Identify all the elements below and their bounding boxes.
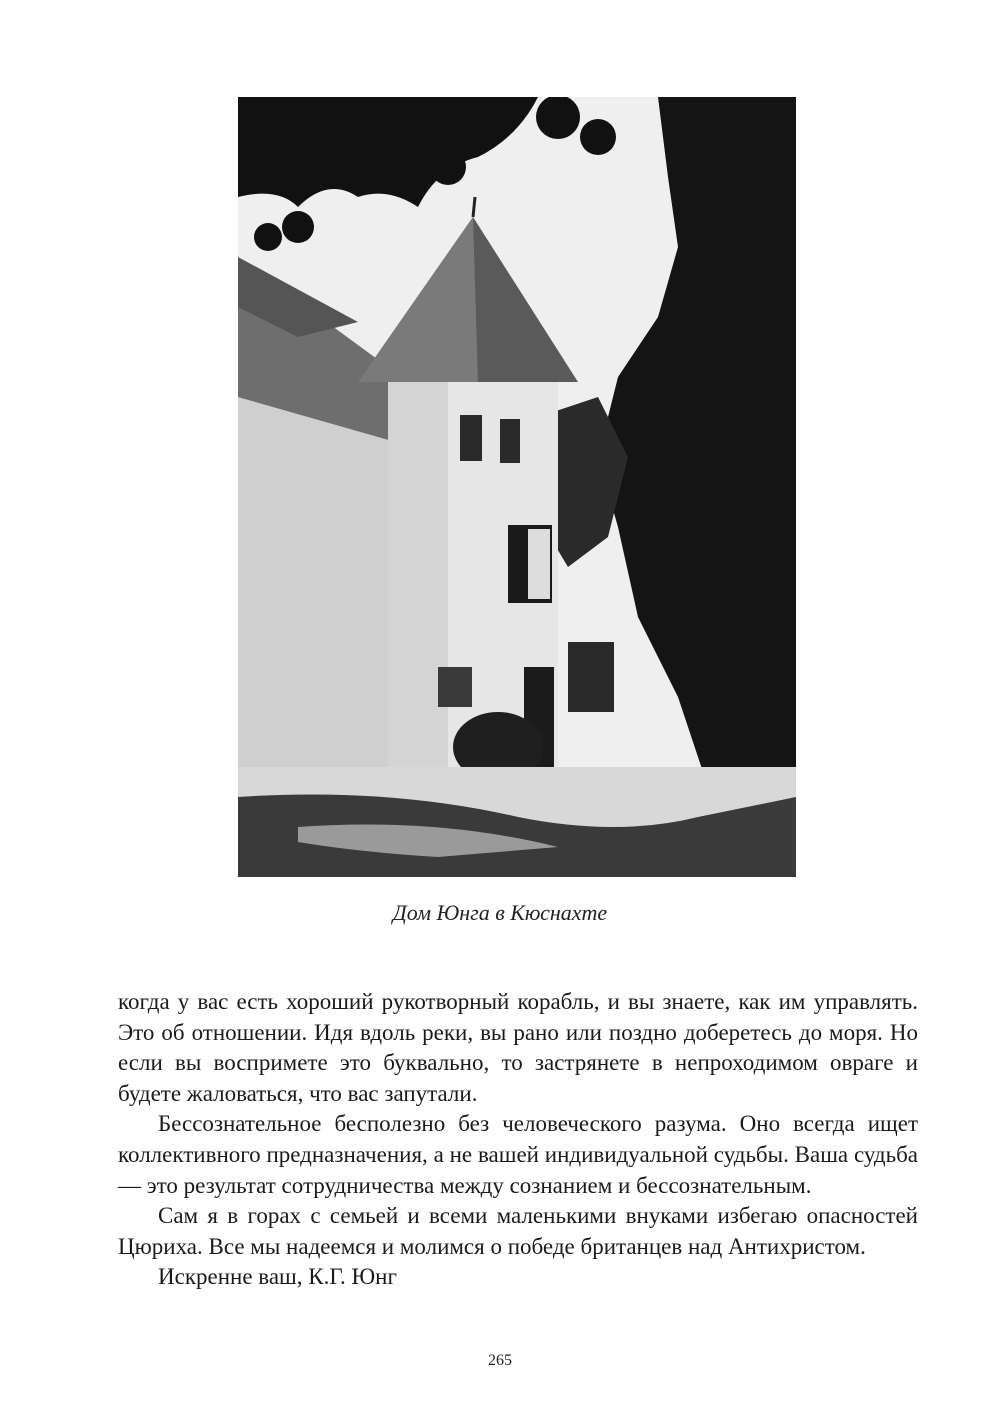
signature-line: Искренне ваш, К.Г. Юнг bbox=[158, 1264, 397, 1290]
paragraph-1: когда у вас есть хороший рукотворный корабль, и вы знаете, как им управлять. Это об отношении. Идя вдоль реки, вы рано или поздно доберетесь до моря. Но если вы воспримете это буквально, то застрянете в непроходимом овраге и будете жаловаться, что вас запутали. bbox=[118, 989, 918, 1106]
paragraph-2: Бессознательное бесполезно без человеческого разума. Оно всегда ищет коллективного предназначения, а не вашей индивидуальной судьбы. Ваша судьба — это результат сотрудничества между сознанием и бессознательным. bbox=[118, 1111, 918, 1198]
body-text bbox=[118, 987, 918, 1293]
house-photo-illustration bbox=[238, 97, 796, 877]
photo-caption: Дом Юнга в Кюснахте bbox=[392, 900, 608, 925]
paragraph-3: Сам я в горах с семьей и всеми маленькими внуками избегаю опасностей Цюриха. Все мы надеемся и молимся о победе британцев над Антихристом. bbox=[118, 1203, 918, 1259]
house-photo bbox=[238, 97, 796, 877]
page-number: 265 bbox=[488, 1352, 512, 1369]
